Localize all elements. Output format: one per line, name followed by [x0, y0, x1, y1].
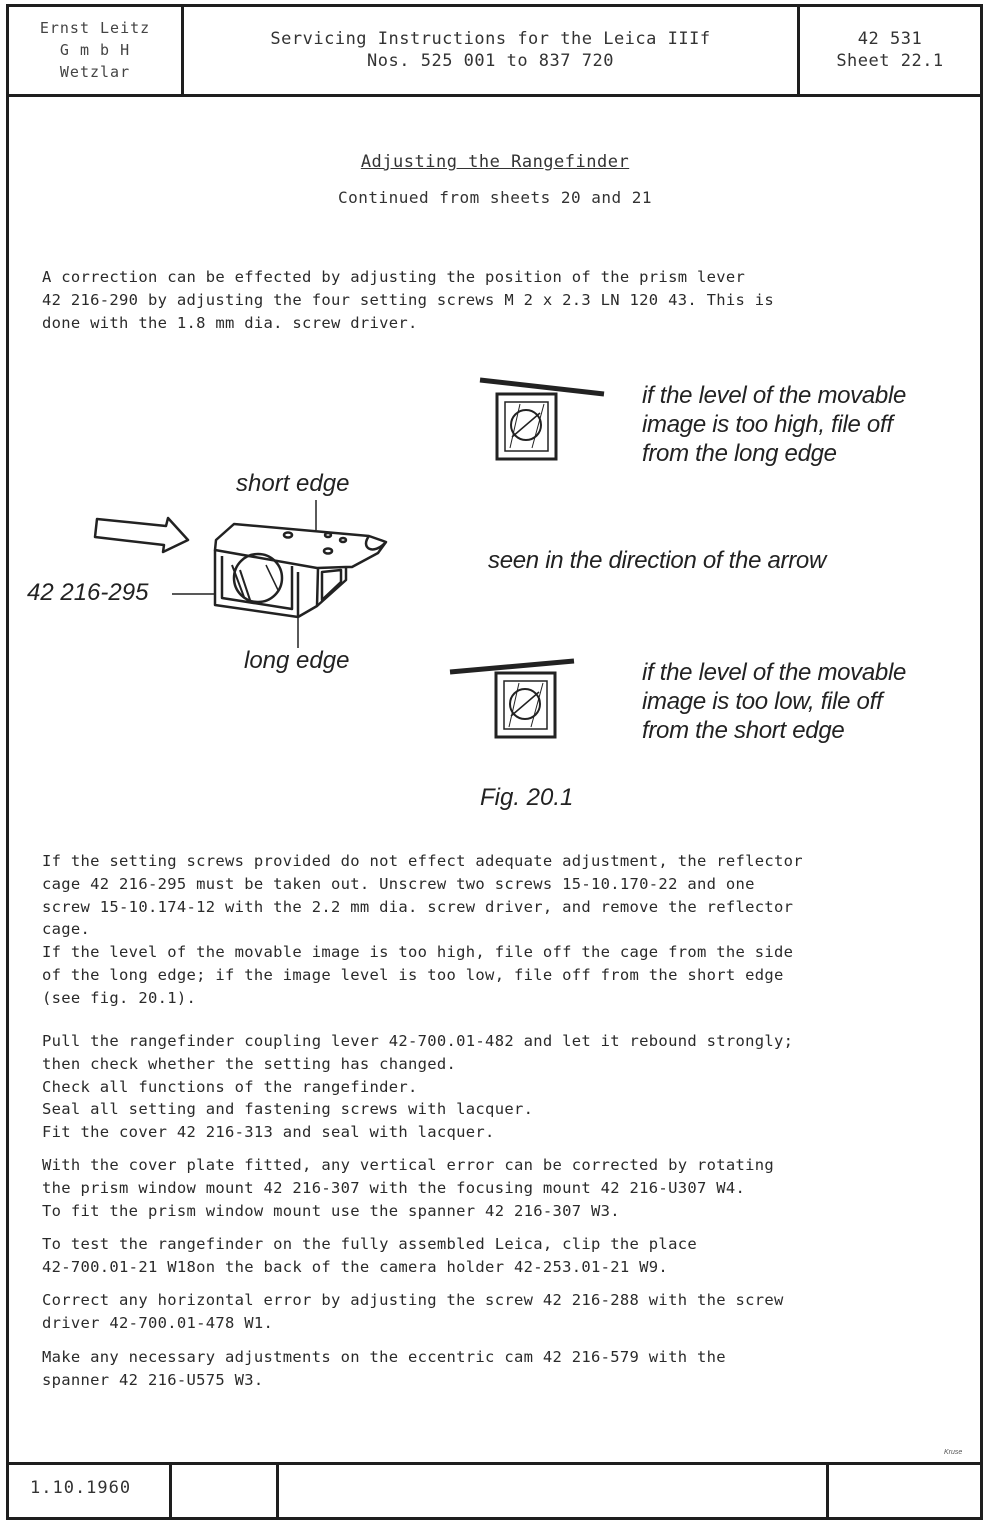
body-line: If the setting screws provided do not effect adequate adjustment, the reflector: [42, 852, 803, 870]
intro-line: A correction can be effected by adjusting the position of the prism lever: [42, 268, 746, 286]
reflector-cage-illustration: [215, 524, 386, 617]
caption-line: if the level of the movable: [642, 382, 907, 409]
footer-col-divider-3: [826, 1462, 829, 1520]
body-line: With the cover plate fitted, any vertical error can be corrected by rotating: [42, 1156, 775, 1174]
body-line: the prism window mount 42 216-307 with the focusing mount 42 216-U307 W4.: [42, 1178, 746, 1197]
header-serials: Nos. 525 001 to 837 720: [367, 51, 614, 71]
caption-line: image is too low, file off: [642, 688, 883, 715]
footer-col-divider-1: [169, 1462, 172, 1520]
caption-too-high: [642, 381, 906, 468]
intro-line: done with the 1.8 mm dia. screw driver.: [42, 313, 418, 332]
caption-too-low: [642, 658, 906, 745]
intro-line: 42 216-290 by adjusting the four setting screws M 2 x 2.3 LN 120 43. This is: [42, 290, 775, 309]
company-city: Wetzlar: [59, 63, 131, 81]
page-subtitle: Continued from sheets 20 and 21: [337, 188, 653, 207]
drafter-signature: Kruse: [944, 1449, 963, 1456]
body-paragraph-6: [42, 1346, 726, 1392]
footer-divider: [6, 1462, 983, 1465]
body-paragraph-2: [42, 1030, 793, 1144]
body-paragraph-5: [42, 1289, 784, 1335]
body-line: To fit the prism window mount use the spanner 42 216-307 W3.: [42, 1201, 620, 1220]
header-title: Servicing Instructions for the Leica IIIf: [270, 29, 711, 49]
body-line: Pull the rangefinder coupling lever 42-700.01-482 and let it rebound strongly;: [42, 1032, 794, 1050]
issue-date: 1.10.1960: [30, 1478, 132, 1498]
caption-line: from the long edge: [642, 440, 837, 467]
body-line: Check all functions of the rangefinder.: [42, 1077, 418, 1096]
body-line: then check whether the setting has changed.: [42, 1054, 457, 1073]
footer-col-divider-2: [276, 1462, 279, 1520]
body-line: driver 42-700.01-478 W1.: [42, 1313, 274, 1332]
caption-direction: seen in the direction of the arrow: [488, 547, 826, 574]
page-title: Adjusting the Rangefinder: [360, 152, 630, 172]
label-part-number: 42 216-295: [27, 579, 149, 606]
body-paragraph-1: [42, 850, 803, 1010]
direction-arrow-icon: [95, 518, 188, 552]
sheet-number: Sheet 22.1: [836, 51, 944, 71]
body-line: cage.: [42, 920, 91, 939]
body-line: cage 42 216-295 must be taken out. Unscrew two screws 15-10.170-22 and one: [42, 874, 755, 893]
label-short-edge: short edge: [236, 470, 350, 497]
body-line: 42-700.01-21 W18on the back of the camera holder 42-253.01-21 W9.: [42, 1257, 669, 1276]
body-line: Fit the cover 42 216-313 and seal with lacquer.: [42, 1123, 495, 1142]
caption-line: from the short edge: [642, 717, 845, 744]
prism-view-low: [450, 661, 574, 737]
label-long-edge: long edge: [244, 647, 350, 674]
figure-number: Fig. 20.1: [480, 784, 574, 811]
prism-view-high: [480, 380, 604, 459]
body-line: Seal all setting and fastening screws with lacquer.: [42, 1100, 534, 1119]
body-line: Make any necessary adjustments on the eccentric cam 42 216-579 with the: [42, 1348, 726, 1366]
body-line: (see fig. 20.1).: [42, 988, 197, 1007]
company-form: G m b H: [59, 41, 131, 59]
doc-number: 42 531: [857, 29, 923, 49]
body-paragraph-3: [42, 1154, 774, 1222]
body-line: Correct any horizontal error by adjusting the screw 42 216-288 with the screw: [42, 1291, 784, 1309]
body-line: screw 15-10.174-12 with the 2.2 mm dia. screw driver, and remove the reflector: [42, 897, 794, 916]
caption-line: if the level of the movable: [642, 659, 907, 686]
caption-line: image is too high, file off: [642, 411, 893, 438]
body-paragraph-4: [42, 1233, 697, 1279]
body-line: If the level of the movable image is too high, file off the cage from the side: [42, 943, 794, 962]
body-line: spanner 42 216-U575 W3.: [42, 1370, 264, 1389]
leader-lines: [172, 500, 316, 648]
body-line: of the long edge; if the image level is too low, file off from the short edge: [42, 965, 784, 984]
body-line: To test the rangefinder on the fully assembled Leica, clip the place: [42, 1235, 697, 1253]
company-name: Ernst Leitz: [39, 19, 151, 37]
